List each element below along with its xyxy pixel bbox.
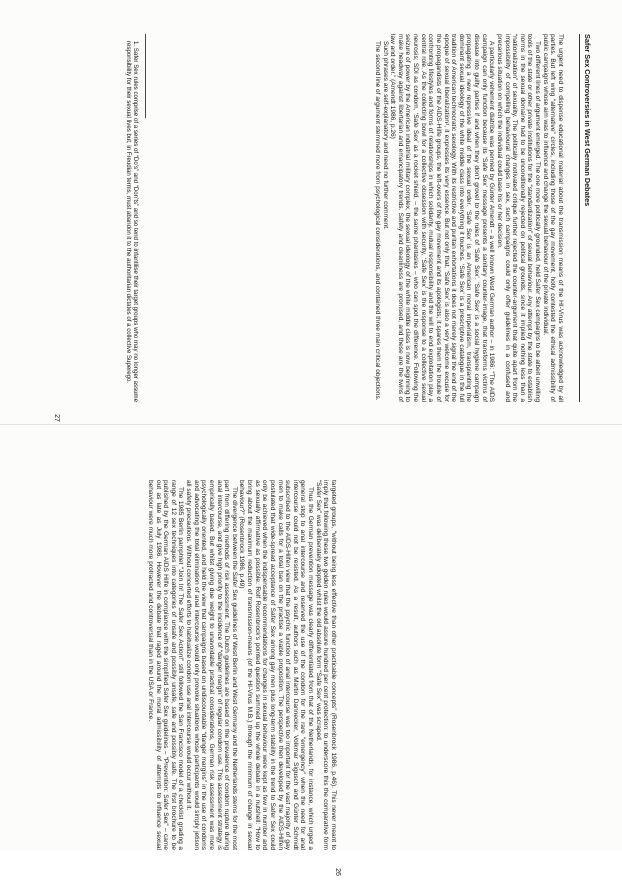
footnote-text: 1. Safer Sex rules comprise of a series of “Do’s” and “Don’ts” and so tend to infantilise their target groups who may no longer assume responsibility for their sexual lives but, in Freudian terms, must abandon it to the authoritarian dictates of a collective Superego. — [124, 41, 139, 402]
paragraph: Such phrases are self-explanatory and need no further comment. — [381, 41, 389, 230]
page-27 — [52, 34, 592, 422]
paragraph: Thus the German prevention message was clearly differentiated from that of the Netherlands, for instance, which urged a general stop to anal intercourse and reserved the use of the condom for the rare “emergency” when the need for anal intercourse could not be resisted. As a result, authors such as Martin Dannecker, Volkmar Sigusch and Günter Schmidt subscribed to the AIDS-Hilfen view that the psychic function of anal intercourse was too important for the vast majority of gay men to make calls for a total ban on the practise a viable proposition. The perspective then developed by the AIDS-Hilfen postulated that wide-spread acceptance of Safer Sex among gay men plus long-term stability in the trend to Safer Sex could only be achieved when the indispensable recommendations for changes in sexual behaviour were kept as few in number and as sexually affirmative as possible. Rolf Rosenbrock’s pointed question summed up the whole debate in a nutshell: “How to bring about the maximum reduction of transmission-means (of the HI-Virus M.B.) through the minimum of change in sexual behaviour?” (Rosenbrock 1986, p.49) — [238, 480, 315, 850]
page-fold — [0, 424, 622, 425]
page-number: 27 — [53, 414, 60, 422]
page-26 — [7, 480, 341, 876]
page-number: 26 — [334, 868, 341, 876]
footnote — [125, 34, 139, 402]
paragraph: Two different lines of argument emerged. The one more politically grounded, held Safer Sex campaigns to be albeit unwilling tools of the state or other private institutions for the “standardization” of sexual behaviour. Any attempt by the state to establish norms in the sexual domaine had to be unconditionally rejected on political grounds, since it implied nothing less than a “nationalization” of sexuality. The politically motivated critique further rejected the counter-argument that quite apart from the impossibility of compelling behavioural changes in sex, such campaigns could only offer guidelines in a confused and precarious situation on which the individual could base his or her decision. — [496, 34, 542, 402]
footnote-rule — [145, 34, 146, 118]
page-27-body — [154, 34, 564, 402]
paragraph: The divergence between the Safer Sex guidelines of West Berlin and West Germany and the Netherlands stems for the most part from differing methods of risk assessment. The Dutch guidelines are based on the prevalence of condom rupture during anal intercourse, and give high priority to the incidence of “danger margin” of regular condom use. This assessment strategy is empirically based. But whilst giving due weight to unavoidable practical considerations, German risk assessment was more psychologically oriented, and held the view that campaigns based on undiscountable “danger margins” in the use of condoms and advocating the total elimination of anal intercourse would only provoke situations whose participants would simply jetison all safety precautions. Without concerted efforts to habitualize condom use anal intercourse would occur without it. — [185, 480, 238, 850]
paragraph: The 1985 Berlin pamphlet “Join In! The Safer Sex Action!” still followed the San Francisco model of a checklist grading a range of 12 sex techniques into categories of unsafe and possibly unsafe, safe and possibly safe. The first brochure to be published by the German AIDS Hilfe in compliance with the simplified Safer Sex guidelines – “Prevention: Safer Sex” – came out as late as July 1986. However the debate that raged around the moral admissibility of attempts to influence sexual behaviour were much more protracted and controversial than in the USA or France. — [147, 480, 185, 850]
paragraph: A particularly vehement diatribe was penned by Günter Amendt – a well known West German author – in 1986: “The AIDS campaign can only function because its ‘Safe Sex’ message presents a sanitary counter-image, that transforms victims of disease into guilty parties if and when they don’t grovel to the rules of ‘Safe Sex’. ‘Safe Sex’ is a social hygiene campaign propagating a new repressive ideal of the sexual order. ‘Safe Sex’ is an American moral imperialism, transplanting the dominant sexual ideology of the white middle class into everything it touches. ‘Safe Sex’ is a prescriptive catalogue in the full tradition of American technocratic sexology. With its restrictive and puritan exhortations it does not merely signal the end of the epoque of sexual liberalization¹, it expresses its very essence. But not only that. ‘Safe Sex’ is also a very welcome excuse for the propagandists of the AIDS-Hilfe groups, the left-overs of the gay movement and its apologists; it spares them the trouble of confronting lifestyles and forms of relationships in which solidarity, mutual responsibility and the will to end exploitation play a central role. As the collecting bowl for a collective obsession with security, ‘Safe Sex’ is the response to a collective sexual neurosis; SDI as condom, ‘Safe Sex’ as a rocket shield, – the same phantasies – who can spot the difference. Following the seizure of power by the American industrial military complex, the sexual ideology of the white middle class is now beginning to make headway against libertarian and emancipatory trends. Safety and cleanliness are promised, and these are the twins of law and order.” (Amendt 1986, p.26) — [389, 34, 496, 402]
paragraph: targeted groups, “without being less effective than other practicable concepts” (Rosenbrock 1986, p.46). This never meant to imply that following these two golden rules would assure hundred per cent protection: to underscore this the comparative form “Safer Sex” was deliberately adopted whilst the old absolute form “Safe Sex” was scraped. — [314, 480, 337, 850]
paragraph: The urgent need to dispense educational material about the transmission means of the HI-Virus was acknowledged by all parties. But left wing “alternative” circles, including those of the gay movement, hotly contested the ethical admissibility of public campaigns whose aim was to influence and change the sexual behaviour of the private individual. — [541, 34, 564, 402]
running-head: Safer Sex Controversies in West German Debates — [579, 34, 592, 402]
paragraph: The second line of argument stemmed more from psychological considerations, and contained three main critical objections. — [374, 41, 381, 401]
